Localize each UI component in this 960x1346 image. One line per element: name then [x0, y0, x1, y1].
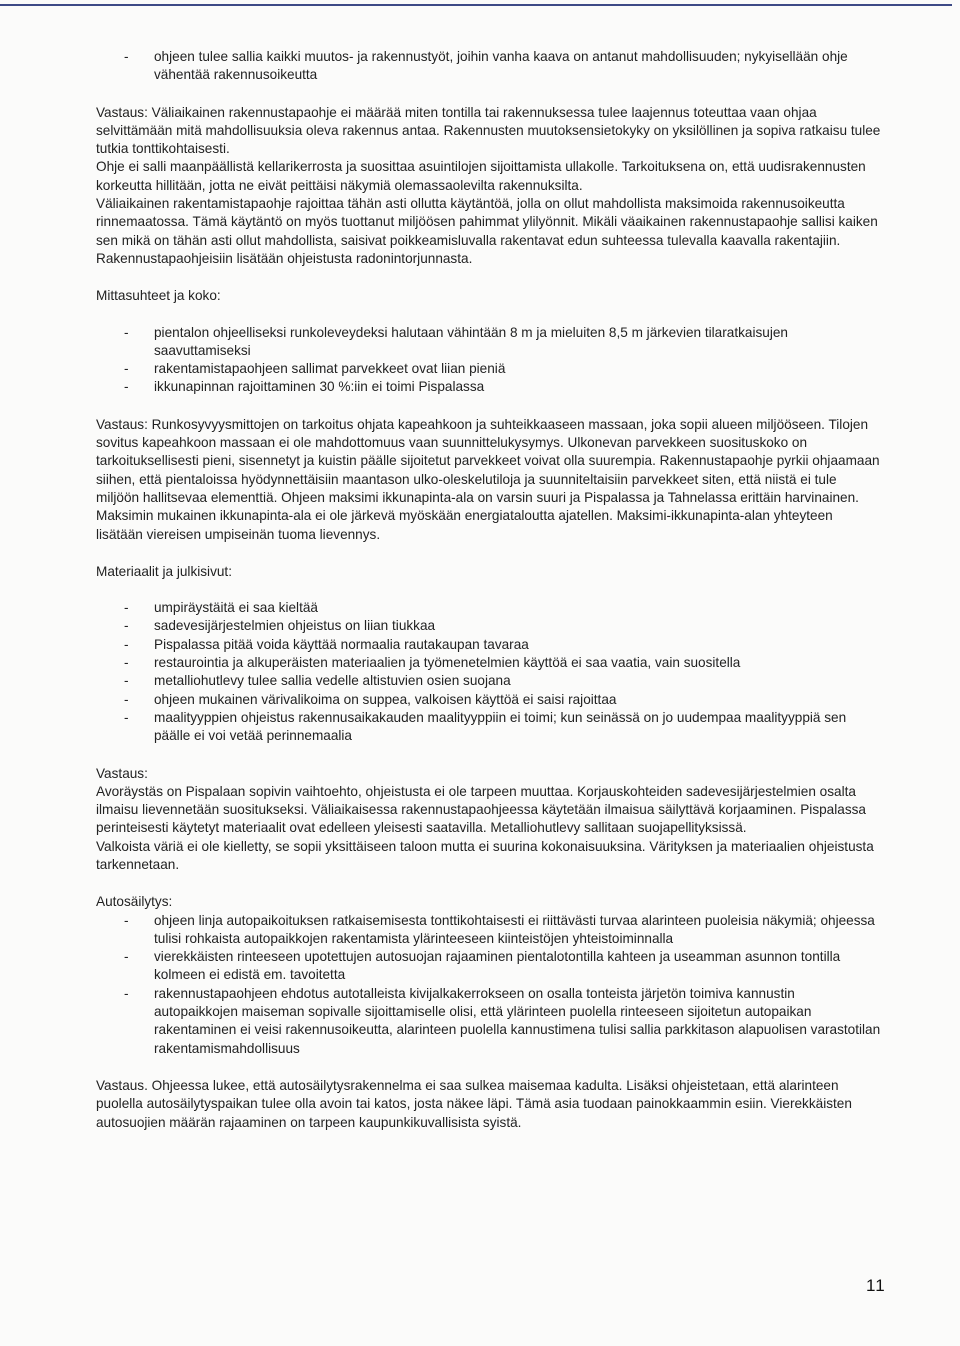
answer-paragraph: Avoräystäs on Pispalaan sopivin vaihtoehto, ohjeistusta ei ole tarpeen muuttaa. Korjauskohteiden sadevesijärjestelmien osalta ilmaisu lievennetään suositukseksi. Väliaikaisessa rakennustapaohjeessa käytetään ilmaisua säilyttävä korjaaminen. Pispalassa perinteisesti käytetyt materiaalit ovat edelleen yleisesti saatavilla. Metalliohutlevy sallitaan suojapellityksissä. [96, 783, 866, 836]
document-page [96, 48, 882, 1132]
bullet-list [96, 324, 882, 397]
intro-list [96, 48, 882, 85]
top-border-line [0, 4, 952, 6]
list-item: - pientalon ohjeelliseksi runkoleveydeksi halutaan vähintään 8 m ja mieluiten 8,5 m järkevien tilaratkaisujen saavuttamiseksi [96, 324, 882, 361]
paragraph: Väliaikainen rakentamistapaohje rajoittaa tähän asti ollutta käytäntöä, jolla on ollut mahdollista maksimoida rakennusoikeutta rinnemaatossa. Tämä käytäntö on myös tuottanut miljöösen pahimmat ylilyönnit. Mikäli väaikainen rakennustapaohje sallisi kaiken sen mikä on tähän asti ollut mahdollista, saisivat poikkeamisluvalla rakentavat edun suhteessa tulevalla kaavalla rakentajiin. [96, 196, 878, 248]
list-item: - vierekkäisten rinteeseen upotettujen autosuojan rajaaminen pientalotontilla kahteen ja useamman asunnon tontilla kolmeen ei edistä em. tavoitetta [96, 948, 882, 985]
answer-label: Vastaus: [96, 765, 148, 781]
paragraph: Vastaus: Väliaikainen rakennustapaohje ei määrää miten tontilla tai rakennuksessa tulee laajennus toteuttaa vaan ohjaa selvittämään mitä mahdollisuuksia oleva rakennus antaa. Rakennusten muutoksensietokyky on yksilöllinen ja sopiva ratkaisu tulee tutkia tonttikohtaisesti. [96, 104, 881, 157]
list-item: - ohjeen tulee sallia kaikki muutos- ja rakennustyöt, joihin vanha kaava on antanut mahdollisuuden; nykyisellään ohje vähentää rakennusoikeutta [96, 48, 882, 85]
list-item: - Pispalassa pitää voida käyttää normaalia rautakaupan tavaraa [96, 636, 882, 654]
answer-paragraph: Vastaus. Ohjeessa lukee, että autosäilytysrakennelma ei saa sulkea maisemaa kadulta. Lisäksi ohjeistetaan, että alarinteen puolella autosäilytyspaikan tulee olla avoin tai katos, josta näkee läpi. Tämä asia tuodaan painokkaammin esiin. Vierekkäisten autosuojien määrän rajaaminen on tarpeen kaupunkikuvallisista syistä. [96, 1077, 852, 1130]
list-item: - sadevesijärjestelmien ohjeistus on liian tiukkaa [96, 617, 882, 635]
list-item: - umpiräystäitä ei saa kieltää [96, 599, 882, 617]
answer-paragraph: Valkoista väriä ei ole kielletty, se sopii yksittäiseen taloon mutta ei suurina kokonaisuuksina. Värityksen ja materiaalien ohjeistusta tarkennetaan. [96, 838, 874, 872]
page-number: 11 [866, 1276, 886, 1295]
paragraph: Rakennustapaohjeisiin lisätään ohjeistusta radonintorjunnasta. [96, 250, 473, 266]
bullet-list [96, 912, 882, 1058]
paragraph: Ohje ei salli maanpäällistä kellarikerrosta ja suosittaa asuintilojen sijoittamista ullakolle. Tarkoituksena on, että uudisrakennusten korkeutta hillitään, jotta ne eivät peittäisi näkymiä olemassaolevilta rakennuksilta. [96, 159, 866, 193]
list-item: - maalityyppien ohjeistus rakennusaikakauden maalityyppiin ei toimi; kun seinässä on jo uudempaa maalityyppiä sen päälle ei voi vetää perinnemaalia [96, 709, 882, 746]
list-item: - rakentamistapaohjeen sallimat parvekkeet ovat liian pieniä [96, 360, 882, 378]
section-materiaalit [96, 563, 882, 874]
list-item: - metalliohutlevy tulee sallia vedelle altistuvien osien suojana [96, 672, 882, 690]
section-heading: Mittasuhteet ja koko: [96, 288, 221, 304]
list-item: - ikkunapinnan rajoittaminen 30 %:iin ei toimi Pispalassa [96, 378, 882, 396]
bullet-list [96, 599, 882, 745]
answer-general [96, 104, 882, 269]
section-heading: Autosäilytys: [96, 894, 173, 910]
list-item: - ohjeen linja autopaikoituksen ratkaisemisesta tonttikohtaisesti ei riittävästi turvaa alarinteen puoleisia näkymiä; ohjeessa tulisi rohkaista autopaikkojen rakentamista ylärinteeseen kiinteistöjen yhteistoiminnalla [96, 912, 882, 949]
answer-paragraph: Vastaus: Runkosyvyysmittojen on tarkoitus ohjata kapeahkoon ja suhteikkaaseen massaan, joka sopii alueen miljööseen. Tilojen sovitus kapeahkoon massaan ei ole mahdottomuus vaan suunnittelukysymys. Ulkonevan parvekkeen suosituskoko on tarkoituksellisesti pieni, sisennetyt ja kuistin päälle sijoitetut parvekkeet voivat olla suurempia. Rakennustapaohje pyrkii ohjaamaan siihen, että pientaloissa hyödynnettäisiin maantason ulko-oleskelutiloja ja suunniteltaisiin parvekkeet siten, että niistä ei tule miljöön hallitsevaa elementtiä. Ohjeen maksimi ikkunapinta-ala on varsin suuri ja Pispalassa ja Tahnelassa erittäin harvinainen. Maksimin mukainen ikkunapinta-ala ei ole järkevä myöskään energiataloutta ajatellen. Maksimi-ikkunapinta-alan yhteyteen lisätään viereisen umpiseinän tuoma lievennys. [96, 416, 880, 542]
section-autosailytys [96, 893, 882, 1132]
section-heading: Materiaalit ja julkisivut: [96, 563, 232, 579]
list-item: - rakennustapaohjeen ehdotus autotalleista kivijalkakerrokseen on osalla tonteista järjetön toimiva kannustin autopaikkojen maiseman sopivalle sijoittamiselle olisi, että ylärinteen puolella rinteeseen sijoitetun autopaikan rakentaminen ei veisi rakennusoikeutta, alarinteen puolella kannustimena tulisi sallia parkkitason alapuolisen varastotilan rakentamismahdollisuus [96, 985, 882, 1058]
list-item: - restaurointia ja alkuperäisten materiaalien ja työmenetelmien käyttöä ei saa vaatia, vain suositella [96, 654, 882, 672]
section-mittasuhteet [96, 287, 882, 544]
list-item: - ohjeen mukainen värivalikoima on suppea, valkoisen käyttöä ei saisi rajoittaa [96, 691, 882, 709]
